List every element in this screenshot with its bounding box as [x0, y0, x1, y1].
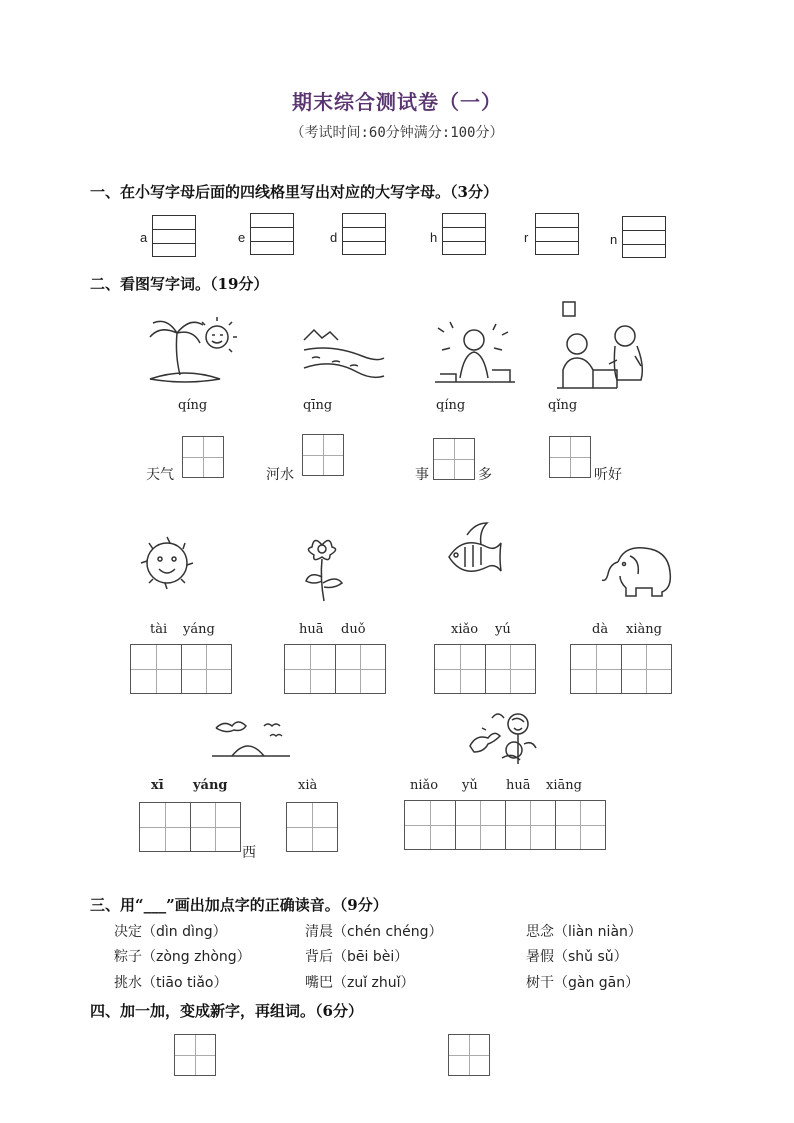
write-grid-huaduo[interactable]	[284, 644, 386, 694]
pinyin-qing-2: qīng	[303, 398, 333, 413]
tian-box-qing-1[interactable]	[182, 436, 224, 478]
busy-girl-picture	[430, 318, 520, 388]
letter-d: d	[330, 230, 338, 245]
letter-h: h	[430, 230, 438, 245]
tian-box-qing-4[interactable]	[549, 436, 591, 478]
letter-n: n	[610, 232, 618, 247]
pinyin-qing-4: qǐng	[548, 398, 578, 413]
word-duo: 多	[478, 467, 492, 483]
elephant-picture	[600, 542, 675, 598]
page-title: 期末综合测试卷（一）	[292, 90, 502, 114]
write-grid-niaoyuhuaxiang[interactable]	[404, 800, 606, 850]
reading-item: 挑水（tiāo tiǎo）	[114, 975, 228, 991]
write-grid-xia[interactable]	[286, 802, 338, 852]
pinyin-xiang: xiàng	[626, 622, 662, 637]
section2-heading: 二、看图写字词。（19分）	[90, 275, 269, 293]
letter-e: e	[238, 230, 246, 245]
four-line-box-d[interactable]	[342, 213, 386, 255]
write-grid-xiyang[interactable]	[139, 802, 241, 852]
four-line-box-n[interactable]	[622, 216, 666, 258]
reading-item: 嘴巴（zuǐ zhuǐ）	[305, 975, 415, 991]
pinyin-yang-2: yáng	[193, 778, 228, 793]
section1-heading: 一、在小写字母后面的四线格里写出对应的大写字母。（3分）	[90, 183, 498, 201]
pinyin-yang: yáng	[183, 622, 215, 637]
word-tinghao: 听好	[594, 467, 622, 483]
section4-heading: 四、加一加，变成新字，再组词。（6分）	[90, 1002, 363, 1020]
letter-r: r	[524, 230, 529, 245]
reading-item: 树干（gàn gān）	[526, 975, 640, 991]
children-talking-picture	[555, 300, 650, 392]
four-line-box-r[interactable]	[535, 213, 579, 255]
pinyin-xiao: xiǎo	[451, 622, 479, 637]
section3-heading: 三、用“___”画出加点字的正确读音。（9分）	[90, 896, 388, 914]
pinyin-tai: tài	[150, 622, 168, 637]
word-tianqi: 天气	[146, 467, 174, 483]
island-palm-sun-picture	[145, 315, 235, 385]
write-grid-daxiang[interactable]	[570, 644, 672, 694]
letter-a: a	[140, 230, 148, 245]
reading-item: 背后（bēi bèi）	[305, 949, 409, 965]
reading-item: 暑假（shǔ sǔ）	[526, 949, 628, 965]
river-picture	[302, 328, 387, 388]
reading-item: 粽子（zòng zhòng）	[114, 949, 251, 965]
pinyin-qing-3: qíng	[436, 398, 466, 413]
pinyin-hua-2: huā	[506, 778, 531, 793]
word-shi: 事	[415, 467, 429, 483]
word-xi: 西	[242, 845, 256, 861]
sun-face-picture	[137, 533, 197, 593]
write-grid-xiaoyu[interactable]	[434, 644, 536, 694]
birds-flowers-picture	[462, 708, 542, 768]
reading-item: 决定（dìn dìng）	[114, 924, 227, 940]
four-line-box-e[interactable]	[250, 213, 294, 255]
flower-picture	[300, 535, 350, 603]
tian-box-add-1[interactable]	[174, 1034, 216, 1076]
word-heshui: 河水	[266, 467, 294, 483]
pinyin-duo: duǒ	[341, 622, 366, 637]
pinyin-da: dà	[592, 622, 609, 637]
four-line-box-a[interactable]	[152, 215, 196, 257]
tian-box-qing-2[interactable]	[302, 434, 344, 476]
reading-item: 思念（liàn niàn）	[526, 924, 642, 940]
pinyin-xi: xī	[151, 778, 164, 793]
pinyin-niao: niǎo	[410, 778, 439, 793]
pinyin-yu-2: yǔ	[462, 778, 478, 793]
sunset-picture	[208, 712, 293, 760]
pinyin-xia: xià	[298, 778, 318, 793]
four-line-box-h[interactable]	[442, 213, 486, 255]
pinyin-hua: huā	[299, 622, 324, 637]
tian-box-qing-3[interactable]	[433, 438, 475, 480]
pinyin-qing-1: qíng	[178, 398, 208, 413]
pinyin-xiang-2: xiāng	[546, 778, 582, 793]
tian-box-add-2[interactable]	[448, 1034, 490, 1076]
exam-info: （考试时间:60分钟满分:100分）	[290, 125, 504, 141]
reading-item: 清晨（chén chéng）	[305, 924, 443, 940]
pinyin-yu: yú	[495, 622, 511, 637]
fish-picture	[445, 521, 505, 587]
write-grid-taiyang[interactable]	[130, 644, 232, 694]
